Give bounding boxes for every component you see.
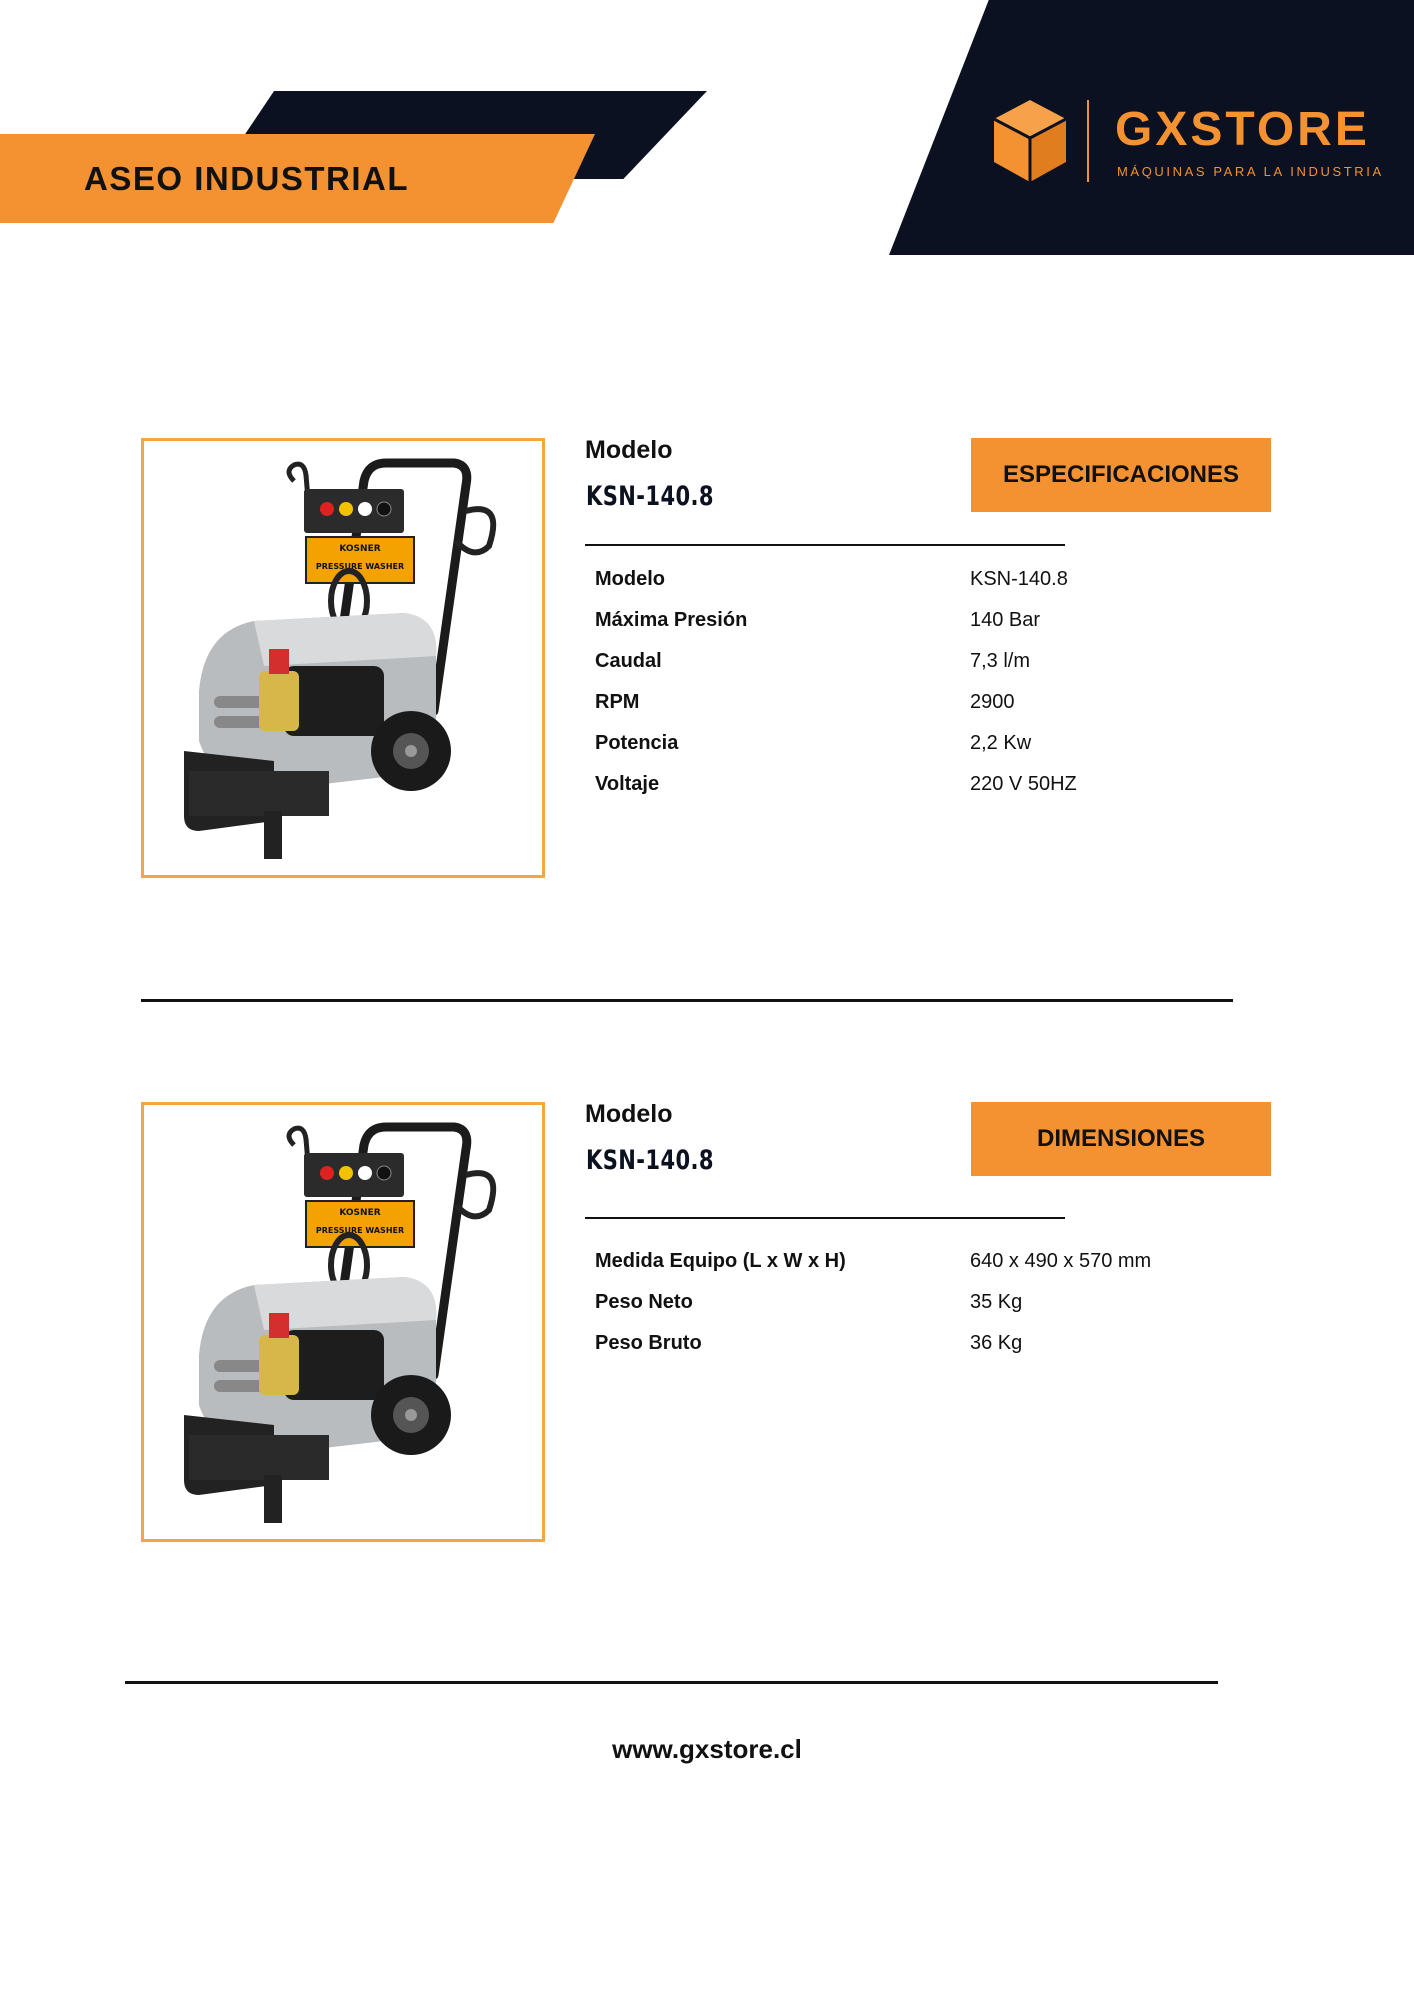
spec-value: 7,3 l/m xyxy=(970,650,1031,672)
brand-name: GXSTORE xyxy=(1115,103,1370,156)
spec-row xyxy=(595,1282,1295,1323)
spec-key: Potencia xyxy=(595,732,679,754)
spec-key: Medida Equipo (L x W x H) xyxy=(595,1250,846,1272)
category-title: ASEO INDUSTRIAL xyxy=(84,160,410,197)
spec-key: Peso Bruto xyxy=(595,1332,702,1354)
product-panel-label: PRESSURE WASHER xyxy=(315,562,405,571)
section-separator xyxy=(141,999,1233,1002)
cube-logo-icon xyxy=(992,98,1068,184)
spec-row xyxy=(595,641,1295,682)
specifications-tag: ESPECIFICACIONES xyxy=(971,438,1271,512)
spec-key: RPM xyxy=(595,691,640,713)
logo-divider xyxy=(1087,100,1089,182)
spec-row xyxy=(595,682,1295,723)
footer-separator xyxy=(125,1681,1218,1684)
spec-key: Modelo xyxy=(595,568,665,590)
pressure-washer-image xyxy=(144,441,542,875)
product-image-frame xyxy=(141,438,545,878)
spec-value: 2,2 Kw xyxy=(970,732,1032,754)
spec-row xyxy=(595,764,1295,805)
model-code: KSN-140.8 xyxy=(586,481,714,512)
spec-value: KSN-140.8 xyxy=(970,568,1068,590)
spec-key: Máxima Presión xyxy=(595,609,748,631)
spec-value: 2900 xyxy=(970,691,1015,713)
product-brand-label: KOSNER xyxy=(339,1208,381,1218)
product-brand-label: KOSNER xyxy=(339,544,381,554)
product-image-frame xyxy=(141,1102,545,1542)
section-divider xyxy=(585,1217,1065,1219)
model-label: Modelo xyxy=(585,436,673,464)
product-panel-label: PRESSURE WASHER xyxy=(315,1226,405,1235)
spec-value: 220 V 50HZ xyxy=(970,773,1077,795)
model-code: KSN-140.8 xyxy=(586,1145,714,1176)
spec-value: 640 x 490 x 570 mm xyxy=(970,1250,1152,1272)
section-divider xyxy=(585,544,1065,546)
spec-value: 35 Kg xyxy=(970,1291,1023,1313)
spec-row xyxy=(595,1241,1295,1282)
spec-row xyxy=(595,559,1295,600)
spec-row xyxy=(595,723,1295,764)
spec-value: 140 Bar xyxy=(970,609,1041,631)
spec-row xyxy=(595,600,1295,641)
spec-key: Peso Neto xyxy=(595,1291,693,1313)
spec-key: Caudal xyxy=(595,650,662,672)
brand-tagline: MÁQUINAS PARA LA INDUSTRIA xyxy=(1117,164,1384,179)
model-label: Modelo xyxy=(585,1100,673,1128)
spec-row xyxy=(595,1323,1295,1364)
spec-value: 36 Kg xyxy=(970,1332,1023,1354)
dimensions-tag: DIMENSIONES xyxy=(971,1102,1271,1176)
spec-key: Voltaje xyxy=(595,773,660,795)
pressure-washer-image xyxy=(144,1105,542,1539)
website-link[interactable]: www.gxstore.cl xyxy=(612,1734,802,1764)
